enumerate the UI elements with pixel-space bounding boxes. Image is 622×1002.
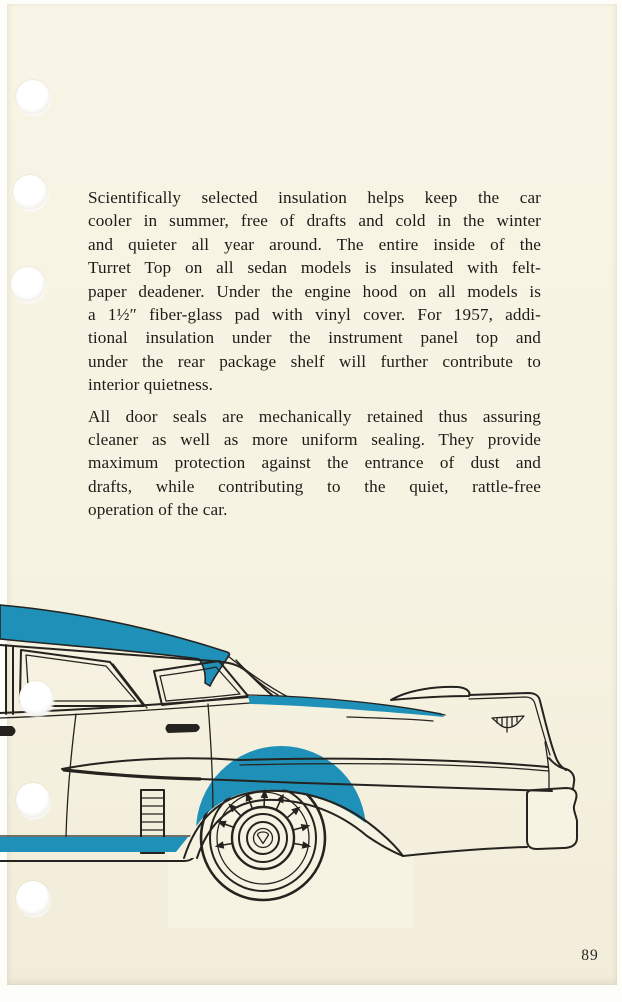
- text-line: Scientifically selected insulation helps keep the car: [88, 188, 541, 207]
- text-line: drafts, while contributing to the quiet, rattle-free: [88, 476, 541, 496]
- paragraph-door-seals: [88, 405, 541, 522]
- door-cut-line: [66, 714, 76, 837]
- page-surface: [7, 4, 617, 985]
- text-line: and quieter all year around. The entire inside of the: [88, 234, 541, 254]
- text-line: interior quietness.: [88, 375, 214, 395]
- text-line: cooler in summer, free of drafts and cold in the winter: [88, 211, 541, 231]
- speed-line: [347, 717, 433, 721]
- trunk-emblem: [492, 716, 524, 732]
- binder-hole: [19, 681, 53, 715]
- rear-bumper: [527, 742, 577, 849]
- rocker-panel-accent: [0, 836, 196, 861]
- text-line: tional insulation under the instrument panel top and: [88, 328, 541, 348]
- binder-hole: [16, 881, 50, 915]
- text-line: All door seals are mechanically retained thus assuring: [88, 406, 541, 426]
- paragraph-insulation: [88, 186, 541, 397]
- binder-hole: [11, 267, 45, 301]
- tailfin: [391, 687, 566, 770]
- page-number: 89: [581, 947, 599, 964]
- text-line: under the rear package shelf will further contribute to: [88, 351, 541, 371]
- text-line: a 1½″ fiber-glass pad with vinyl cover. For 1957, addi-: [88, 305, 541, 325]
- text-line: operation of the car.: [88, 500, 228, 520]
- rear-pillar: [228, 656, 292, 699]
- binder-hole: [16, 80, 50, 114]
- door-handle: [166, 724, 200, 733]
- sill-line: [403, 847, 527, 856]
- text-line: maximum protection against the entrance of dust and: [88, 453, 541, 473]
- text-line: paper deadener. Under the engine hood on all models is: [88, 281, 541, 301]
- door-details: [0, 704, 213, 837]
- text-line: cleaner as well as more uniform sealing. They provide: [88, 430, 541, 450]
- text-line: Turret Top on all sedan models is insulated with felt-: [88, 258, 541, 278]
- door-handle: [0, 726, 16, 736]
- car-illustration: [0, 592, 622, 1002]
- binder-hole: [13, 175, 47, 209]
- binder-hole: [16, 783, 50, 817]
- body-text: [88, 186, 541, 530]
